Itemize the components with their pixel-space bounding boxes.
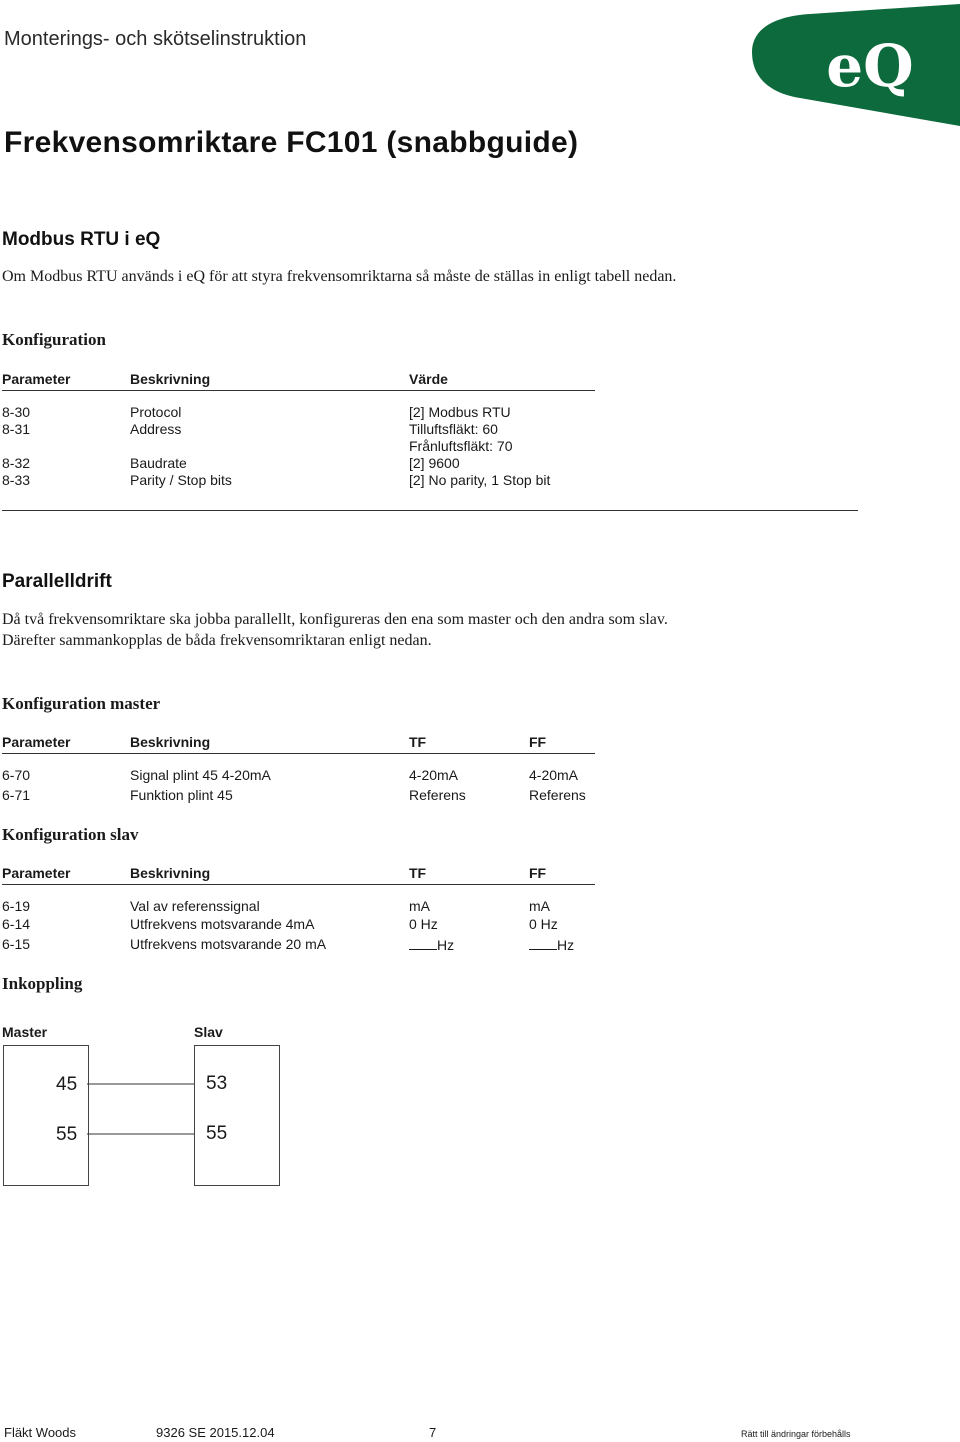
table-cell: 0 Hz [409, 916, 438, 932]
table-cell: Referens [529, 787, 586, 803]
table-cell: [2] 9600 [409, 455, 460, 471]
table-cell: 8-31 [2, 421, 31, 437]
table-cell: Referens [409, 787, 466, 803]
table-cell: 6-14 [2, 916, 31, 932]
parallel-heading: Parallelldrift [2, 571, 112, 592]
col-parameter: Parameter [2, 865, 71, 881]
table-cell: Signal plint 45 4-20mA [130, 767, 271, 783]
table-cell: Address [130, 421, 182, 437]
table-cell: 6-70 [2, 767, 31, 783]
col-beskrivning: Beskrivning [130, 371, 211, 387]
footer-page-number: 7 [429, 1425, 437, 1440]
col-ff: FF [529, 734, 547, 750]
footer-company: Fläkt Woods [4, 1425, 77, 1440]
table-cell: [2] No parity, 1 Stop bit [409, 472, 551, 488]
table-cell: Hz [409, 936, 454, 953]
master-config-heading: Konfiguration master [2, 694, 161, 713]
fill-in-blank [409, 936, 437, 950]
table-cell: Utfrekvens motsvarande 4mA [130, 916, 315, 932]
parallel-text-2: Därefter sammankopplas de båda frekvensomriktaran enligt nedan. [2, 632, 432, 649]
col-beskrivning: Beskrivning [130, 865, 211, 881]
table-cell: 4-20mA [529, 767, 579, 783]
config-heading: Konfiguration [2, 330, 106, 349]
section-divider [2, 510, 858, 511]
table-header-rule [2, 390, 595, 391]
modbus-heading: Modbus RTU i eQ [2, 229, 161, 250]
table-header-rule [2, 884, 595, 885]
table-cell: 6-19 [2, 898, 31, 914]
col-varde: Värde [409, 371, 448, 387]
table-cell: mA [529, 898, 550, 914]
table-cell: Funktion plint 45 [130, 787, 233, 803]
table-cell: Hz [529, 936, 574, 953]
table-cell: mA [409, 898, 430, 914]
master-label: Master [2, 1024, 48, 1040]
col-parameter: Parameter [2, 371, 71, 387]
wiring-heading: Inkoppling [2, 974, 83, 993]
master-terminal-45: 45 [56, 1074, 78, 1095]
fill-in-blank [529, 936, 557, 950]
page-title: Frekvensomriktare FC101 (snabbguide) [4, 126, 579, 159]
master-terminal-55: 55 [56, 1124, 78, 1145]
table-cell: Val av referenssignal [130, 898, 260, 914]
col-ff: FF [529, 865, 547, 881]
footer-doc-number: 9326 SE 2015.12.04 [156, 1425, 275, 1440]
table-cell: Tilluftsfläkt: 60 [409, 421, 498, 437]
wiring-lines [0, 1040, 290, 1190]
parallel-text-1: Då två frekvensomriktare ska jobba parallellt, konfigureras den ena som master och den andra som slav. [2, 611, 668, 628]
table-header-rule [2, 753, 595, 754]
table-cell: 8-30 [2, 404, 31, 420]
table-cell: [2] Modbus RTU [409, 404, 511, 420]
header-title: Monterings- och skötselinstruktion [4, 28, 307, 50]
slave-config-heading: Konfiguration slav [2, 825, 139, 844]
table-cell: Protocol [130, 404, 182, 420]
col-parameter: Parameter [2, 734, 71, 750]
col-tf: TF [409, 734, 427, 750]
table-cell: 4-20mA [409, 767, 459, 783]
table-cell: 8-32 [2, 455, 31, 471]
table-cell: Baudrate [130, 455, 187, 471]
slave-terminal-53: 53 [206, 1073, 228, 1094]
col-beskrivning: Beskrivning [130, 734, 211, 750]
footer-rights: Rätt till ändringar förbehålls [741, 1429, 851, 1439]
logo-text: eQ [826, 32, 914, 100]
table-cell: 6-71 [2, 787, 31, 803]
table-cell: 0 Hz [529, 916, 558, 932]
modbus-intro: Om Modbus RTU används i eQ för att styra frekvensomriktarna så måste de ställas in enligt tabell nedan. [2, 268, 677, 285]
table-cell: Parity / Stop bits [130, 472, 232, 488]
col-tf: TF [409, 865, 427, 881]
table-cell: Utfrekvens motsvarande 20 mA [130, 936, 327, 952]
table-cell: 6-15 [2, 936, 31, 952]
eq-logo [730, 0, 960, 130]
table-cell: Frånluftsfläkt: 70 [409, 438, 513, 454]
slave-label: Slav [194, 1024, 223, 1040]
table-cell: 8-33 [2, 472, 31, 488]
slave-terminal-55: 55 [206, 1123, 228, 1144]
